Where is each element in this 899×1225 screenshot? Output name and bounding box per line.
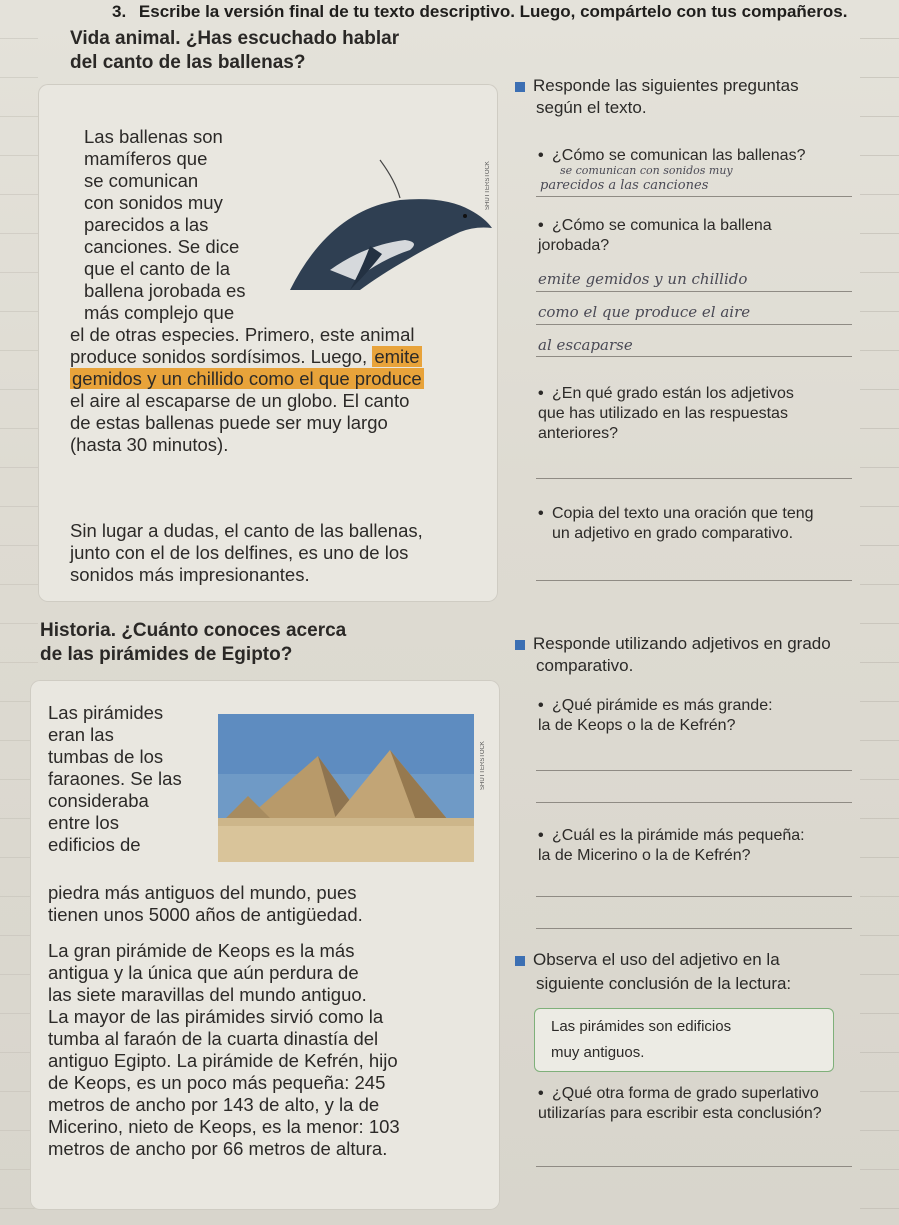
handwritten-answer: emite gemidos y un chillido xyxy=(538,270,748,288)
pyramids-passage-lines xyxy=(48,702,218,856)
passage-line: más complejo que xyxy=(84,302,235,323)
passage-line: tienen unos 5000 años de antigüedad. xyxy=(48,904,363,925)
answer-line xyxy=(536,896,852,897)
whale-image xyxy=(270,150,500,300)
passage-line: se comunican xyxy=(84,170,199,191)
section1-title xyxy=(70,28,399,50)
passage-line: Micerino, nieto de Keops, es la menor: 103 xyxy=(48,1116,400,1137)
passage-line: las siete maravillas del mundo antiguo. xyxy=(48,984,367,1005)
question-text: anteriores? xyxy=(538,425,619,442)
passage-line: (hasta 30 minutos). xyxy=(70,434,229,455)
section2-topic-question-1: ¿Cuánto conoces acerca xyxy=(121,620,347,641)
section2-topic-label: Historia. xyxy=(40,620,117,641)
heading-text: Observa el uso del adjetivo en la xyxy=(533,950,780,969)
blue-square-icon xyxy=(515,956,525,966)
answer-line xyxy=(536,356,852,357)
question-text: jorobada? xyxy=(538,237,610,254)
instruction-number: 3. xyxy=(112,2,127,21)
conclusion-box xyxy=(534,1008,834,1072)
right-margin-grid xyxy=(860,0,899,1225)
pyramids-photo-credit: SHUTTERSTOCK xyxy=(480,741,486,790)
heading-text: Responde utilizando adjetivos en grado xyxy=(533,634,831,653)
question-copy-sentence xyxy=(552,504,858,544)
handwritten-answer: parecidos a las canciones xyxy=(540,178,709,193)
question-superlative xyxy=(538,1084,862,1124)
passage-line: faraones. Se las xyxy=(48,768,182,789)
passage-line: de Keops, es un poco más pequeña: 245 xyxy=(48,1072,386,1093)
whale-passage-continued xyxy=(70,324,490,456)
question-text: • Copia del texto una oración que teng xyxy=(552,505,814,522)
answer-line xyxy=(536,196,852,197)
section1-topic-label: Vida animal. xyxy=(70,28,181,49)
question-text: • ¿Cómo se comunica la ballena xyxy=(552,217,772,234)
passage-line: que el canto de la xyxy=(84,258,231,279)
passage-line: antigua y la única que aún perdura de xyxy=(48,962,359,983)
highlighted-text: emite xyxy=(374,346,420,367)
heading-text: comparativo. xyxy=(536,656,634,675)
question-text: utilizarías para escribir esta conclusión? xyxy=(538,1105,822,1122)
section1-topic-question-1: ¿Has escuchado hablar xyxy=(185,28,400,49)
question-text: un adjetivo en grado comparativo. xyxy=(552,525,794,542)
whale-passage-lines xyxy=(84,126,284,324)
section1-questions-heading xyxy=(515,76,799,96)
question-text: • ¿Qué otra forma de grado superlativo xyxy=(552,1085,819,1102)
section2-title xyxy=(40,620,346,642)
handwritten-answer: se comunican con sonidos muy xyxy=(560,164,733,177)
question-smaller-pyramid xyxy=(538,826,852,866)
passage-line: Sin lugar a dudas, el canto de las ballenas, xyxy=(70,520,423,541)
passage-line: con sonidos muy xyxy=(84,192,223,213)
passage-line: consideraba xyxy=(48,790,149,811)
handwritten-answer: al escaparse xyxy=(538,336,633,354)
whale-passage-paragraph-2 xyxy=(70,520,490,586)
highlighted-text: gemidos y un chillido como el que produce xyxy=(72,368,422,389)
question-text: • ¿Cuál es la pirámide más pequeña: xyxy=(552,827,805,844)
passage-line: junto con el de los delfines, es uno de los xyxy=(70,542,409,563)
passage-line: tumba al faraón de la cuarta dinastía del xyxy=(48,1028,379,1049)
answer-line xyxy=(536,291,852,292)
handwritten-answer: como el que produce el aire xyxy=(538,303,751,321)
question-text: • ¿Qué pirámide es más grande: xyxy=(552,697,773,714)
passage-line: La gran pirámide de Keops es la más xyxy=(48,940,355,961)
passage-line: el aire al escaparse de un globo. El canto xyxy=(70,390,410,411)
passage-line: eran las xyxy=(48,724,114,745)
conclusion-text-2: muy antiguos. xyxy=(551,1044,645,1061)
section2-observe-heading xyxy=(515,950,780,970)
passage-line: metros de ancho por 66 metros de altura. xyxy=(48,1138,388,1159)
pyramids-image xyxy=(218,714,474,862)
answer-line xyxy=(536,802,852,803)
passage-line: metros de ancho por 143 de alto, y la de xyxy=(48,1094,380,1115)
passage-line: de estas ballenas puede ser muy largo xyxy=(70,412,388,433)
passage-line xyxy=(70,368,490,390)
question-humpback xyxy=(538,216,852,256)
passage-line: piedra más antiguos del mundo, pues xyxy=(48,882,357,903)
passage-line: Las ballenas son xyxy=(84,126,223,147)
question-text: • ¿En qué grado están los adjetivos xyxy=(552,385,794,402)
heading-text: siguiente conclusión de la lectura: xyxy=(536,974,792,993)
pyramids-passage-paragraph-2 xyxy=(48,940,493,1160)
question-whale-communication: • ¿Cómo se comunican las ballenas? xyxy=(552,146,852,166)
question-text: que has utilizado en las respuestas xyxy=(538,405,788,422)
question-text: la de Keops o la de Kefrén? xyxy=(538,717,736,734)
passage-line: el de otras especies. Primero, este animal xyxy=(70,324,415,345)
passage-line: antiguo Egipto. La pirámide de Kefrén, hijo xyxy=(48,1050,398,1071)
pyramids-passage-continued xyxy=(48,882,488,926)
question-larger-pyramid xyxy=(538,696,852,736)
passage-line: entre los xyxy=(48,812,119,833)
passage-line: Las pirámides xyxy=(48,702,164,723)
answer-line xyxy=(536,580,852,581)
conclusion-text-1: Las pirámides son edificios xyxy=(551,1018,732,1035)
passage-line: canciones. Se dice xyxy=(84,236,240,257)
passage-line: parecidos a las xyxy=(84,214,209,235)
section2-questions-heading xyxy=(515,634,831,654)
heading-text: según el texto. xyxy=(536,98,647,117)
question-text: la de Micerino o la de Kefrén? xyxy=(538,847,751,864)
blue-square-icon xyxy=(515,82,525,92)
answer-line xyxy=(536,770,852,771)
passage-line: mamíferos que xyxy=(84,148,208,169)
passage-line: tumbas de los xyxy=(48,746,164,767)
answer-line xyxy=(536,478,852,479)
passage-line: ballena jorobada es xyxy=(84,280,246,301)
passage-line xyxy=(70,346,490,368)
blue-square-icon xyxy=(515,640,525,650)
answer-line xyxy=(536,1166,852,1167)
passage-line: sonidos más impresionantes. xyxy=(70,564,310,585)
section1-topic-question-2: del canto de las ballenas? xyxy=(70,52,306,73)
answer-line xyxy=(536,324,852,325)
whale-photo-credit: SHUTTERSTOCK xyxy=(485,161,491,210)
passage-line: La mayor de las pirámides sirvió como la xyxy=(48,1006,384,1027)
heading-text: Responde las siguientes preguntas xyxy=(533,76,799,95)
passage-text: produce sonidos sordísimos. Luego, xyxy=(70,346,373,367)
question-adjective-degree xyxy=(538,384,852,444)
answer-line xyxy=(536,928,852,929)
passage-line: edificios de xyxy=(48,834,141,855)
section2-topic-question-2: de las pirámides de Egipto? xyxy=(40,644,293,665)
instruction-line xyxy=(112,2,847,22)
instruction-text: Escribe la versión final de tu texto descriptivo. Luego, compártelo con tus compañeros. xyxy=(138,2,848,21)
